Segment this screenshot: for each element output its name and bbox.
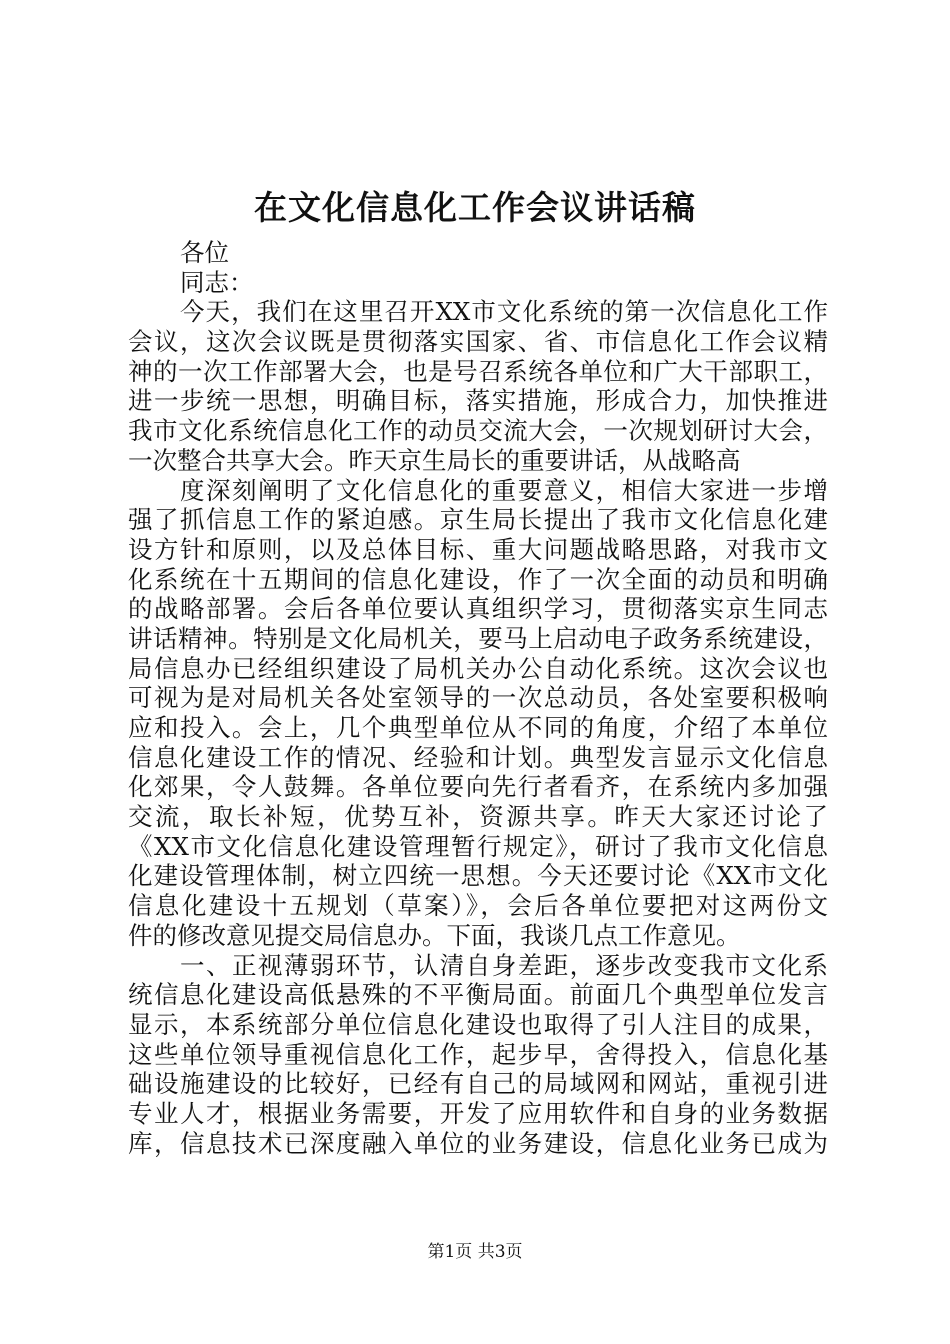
body-line: 一次整合共享大会。昨天京生局长的重要讲话，从战略高 [128, 445, 741, 475]
body-line: 交流，取长补短，优势互补，资源共享。昨天大家还讨论了 [128, 802, 828, 832]
body-line: 显示，本系统部分单位信息化建设也取得了引人注目的成果， [128, 1009, 828, 1039]
body-line: 信息化建设工作的情况、经验和计划。典型发言显示文化信息 [128, 742, 828, 772]
body-line: 同志： [180, 267, 254, 297]
body-line: 础设施建设的比较好，已经有自己的局域网和网站，重视引进 [128, 1069, 828, 1099]
body-line: 化郊果，令人鼓舞。各单位要向先行者看齐，在系统内多加强 [128, 772, 828, 802]
body-line: 一、正视薄弱环节，认清自身差距，逐步改变我市文化系 [180, 950, 828, 980]
body-line: 《XX市文化信息化建设管理暂行规定》，研讨了我市文化信息 [128, 831, 828, 861]
body-line: 件的修改意见提交局信息办。下面，我谈几点工作意见。 [128, 920, 741, 950]
body-line: 信息化建设十五规划（草案）》，会后各单位要把对这两份文 [128, 891, 828, 921]
body-line: 可视为是对局机关各处室领导的一次总动员，各处室要积极响 [128, 683, 828, 713]
body-line: 各位 [180, 238, 229, 267]
body-line: 今天，我们在这里召开XX市文化系统的第一次信息化工作 [180, 297, 828, 327]
body-line: 进一步统一思想，明确目标，落实措施，形成合力，加快推进 [128, 386, 828, 416]
body-line: 会议，这次会议既是贯彻落实国家、省、市信息化工作会议精 [128, 327, 828, 357]
body-line: 度深刻阐明了文化信息化的重要意义，相信大家进一步增 [180, 475, 828, 505]
body-line: 讲话精神。特别是文化局机关，要马上启动电子政务系统建设， [128, 623, 828, 653]
body-line: 强了抓信息工作的紧迫感。京生局长提出了我市文化信息化建 [128, 505, 828, 535]
body-line: 的战略部署。会后各单位要认真组织学习，贯彻落实京生同志 [128, 594, 828, 624]
body-line: 应和投入。会上，几个典型单位从不同的角度，介绍了本单位 [128, 713, 828, 742]
body-line: 化系统在十五期间的信息化建设，作了一次全面的动员和明确 [128, 564, 828, 594]
body-line: 设方针和原则，以及总体目标、重大问题战略思路，对我市文 [128, 534, 828, 564]
document-title: 在文化信息化工作会议讲话稿 [254, 188, 696, 227]
body-line: 化建设管理体制，树立四统一思想。今天还要讨论《XX市文化 [128, 861, 828, 891]
page-footer: 第1页 共3页 [427, 1242, 523, 1262]
body-line: 这些单位领导重视信息化工作，起步早，舍得投入，信息化基 [128, 1039, 828, 1069]
body-line: 统信息化建设高低悬殊的不平衡局面。前面几个典型单位发言 [128, 980, 828, 1010]
body-line: 局信息办已经组织建设了局机关办公自动化系统。这次会议也 [128, 653, 828, 683]
document-body [128, 238, 828, 1158]
body-line: 神的一次工作部署大会，也是号召系统各单位和广大干部职工， [128, 356, 828, 386]
body-line: 专业人才，根据业务需要，开发了应用软件和自身的业务数据 [128, 1098, 828, 1128]
body-line: 库，信息技术已深度融入单位的业务建设，信息化业务已成为 [128, 1128, 828, 1158]
body-line: 我市文化系统信息化工作的动员交流大会，一次规划研讨大会， [128, 416, 828, 446]
